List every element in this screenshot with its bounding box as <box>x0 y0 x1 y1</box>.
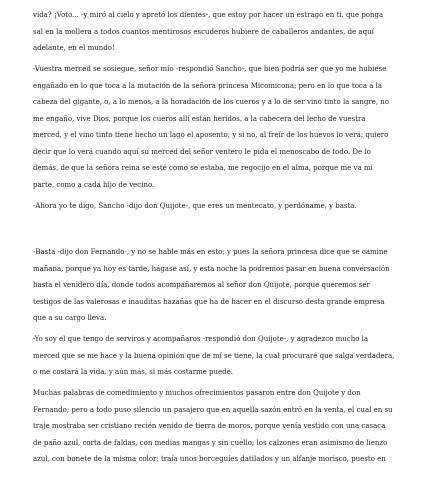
text-line: demás, de que la señora reina se esté como se estaba, me regocijo en el alma, porque me va mi <box>33 164 373 172</box>
text-line: traje mostraba ser cristiano recién venido de tierra de moros, porque venía vestido con una casaca <box>33 422 386 430</box>
text-line: mañana, porque ya hoy es tarde, hágase así, y esta noche la podremos pasar en buena conversación <box>33 264 390 273</box>
text-line: adelante, en el mundo! <box>33 44 115 52</box>
text-line: engañado en lo que toca a la mutación de la señora princesa Micomicona; pero en lo que toca a la <box>33 81 383 90</box>
text-line: cabeza del gigante, o, a lo menos, a la horadación de los cueros y a lo de ser vino tinto la sangre, no <box>33 98 389 106</box>
text-line: merced, y el vino tinto tiene hecho un lago el aposento; y si no, al freír de los huevos lo verá; quiero <box>33 131 389 139</box>
text-line: azul, con bonete de la misma color; traía unos borceguíes datilados y un alfanje morisco, puesto en <box>33 455 386 463</box>
text-line: me engaño, vive Dios, porque los cueros allí están heridos, a la cabecera del lecho de vuestra <box>33 114 366 123</box>
text-line: que a su cargo lleva. <box>33 314 107 322</box>
paragraph-3 <box>33 198 419 215</box>
text-line: Muchas palabras de comedimiento y muchos ofrecimientos pasaron entre don Quijote y don <box>33 389 361 397</box>
text-line: -Vuestra merced se sosiegue, señor mío -respondió Sancho-, que bien podría ser que yo me hubiese <box>33 65 387 73</box>
text-line: o me costará la vida, y aún más, si más costarme puede. <box>33 368 234 376</box>
text-line: testigos de las valerosas e inauditas hazañas que ha de hacer en el discurso desta grande empresa <box>33 297 385 306</box>
text-line: Fernando; pero a todo puso silencio un pasajero que en aquella sazón entró en la venta, el cual en su <box>33 405 393 414</box>
text-line: hasta el venidero día, donde todos acompañaremos al señor don Quijote, porque queremos ser <box>33 281 370 289</box>
text-line: -Basta -dijo don Fernando-, y no se hable más en esto; y pues la señora princesa dice que se camine <box>33 248 388 256</box>
text-line: vida? ¡Voto... -y miró al cielo y apretó los dientes-, que estoy por hacer un estrago en ti, que ponga <box>33 11 384 19</box>
text-line: decir que lo verá cuando aquí su merced del señor ventero le pida el menoscabo de todo. De lo <box>33 147 371 156</box>
text-line: merced que se me hace y la buena opinión que de mí se tiene, la cual procuraré que salga verdadera, <box>33 351 395 360</box>
paragraph-2 <box>33 61 419 193</box>
paragraph-6 <box>33 385 419 468</box>
text-line: -Ahora yo te digo, Sancho -dijo don Quijote-, que eres un mentecato, y perdóname, y basta. <box>33 201 357 210</box>
text-line: de paño azul, corta de faldas, con medias mangas y sin cuello; los calzones eran asimismo de lienzo <box>33 438 388 447</box>
paragraph-4 <box>33 244 419 327</box>
paragraph-5 <box>33 331 419 381</box>
text-line: -Yo soy el que tengo de serviros y acompañaros -respondió don Quijote-, y agradezco mucho la <box>33 335 369 343</box>
text-line: parte, como a cada hijo de vecino. <box>33 180 155 189</box>
paragraph-1 <box>33 7 419 57</box>
text-line: sal en la mollera a todos cuantos mentirosos escuderos hubiere de caballeros andantes, de aquí <box>33 27 374 36</box>
